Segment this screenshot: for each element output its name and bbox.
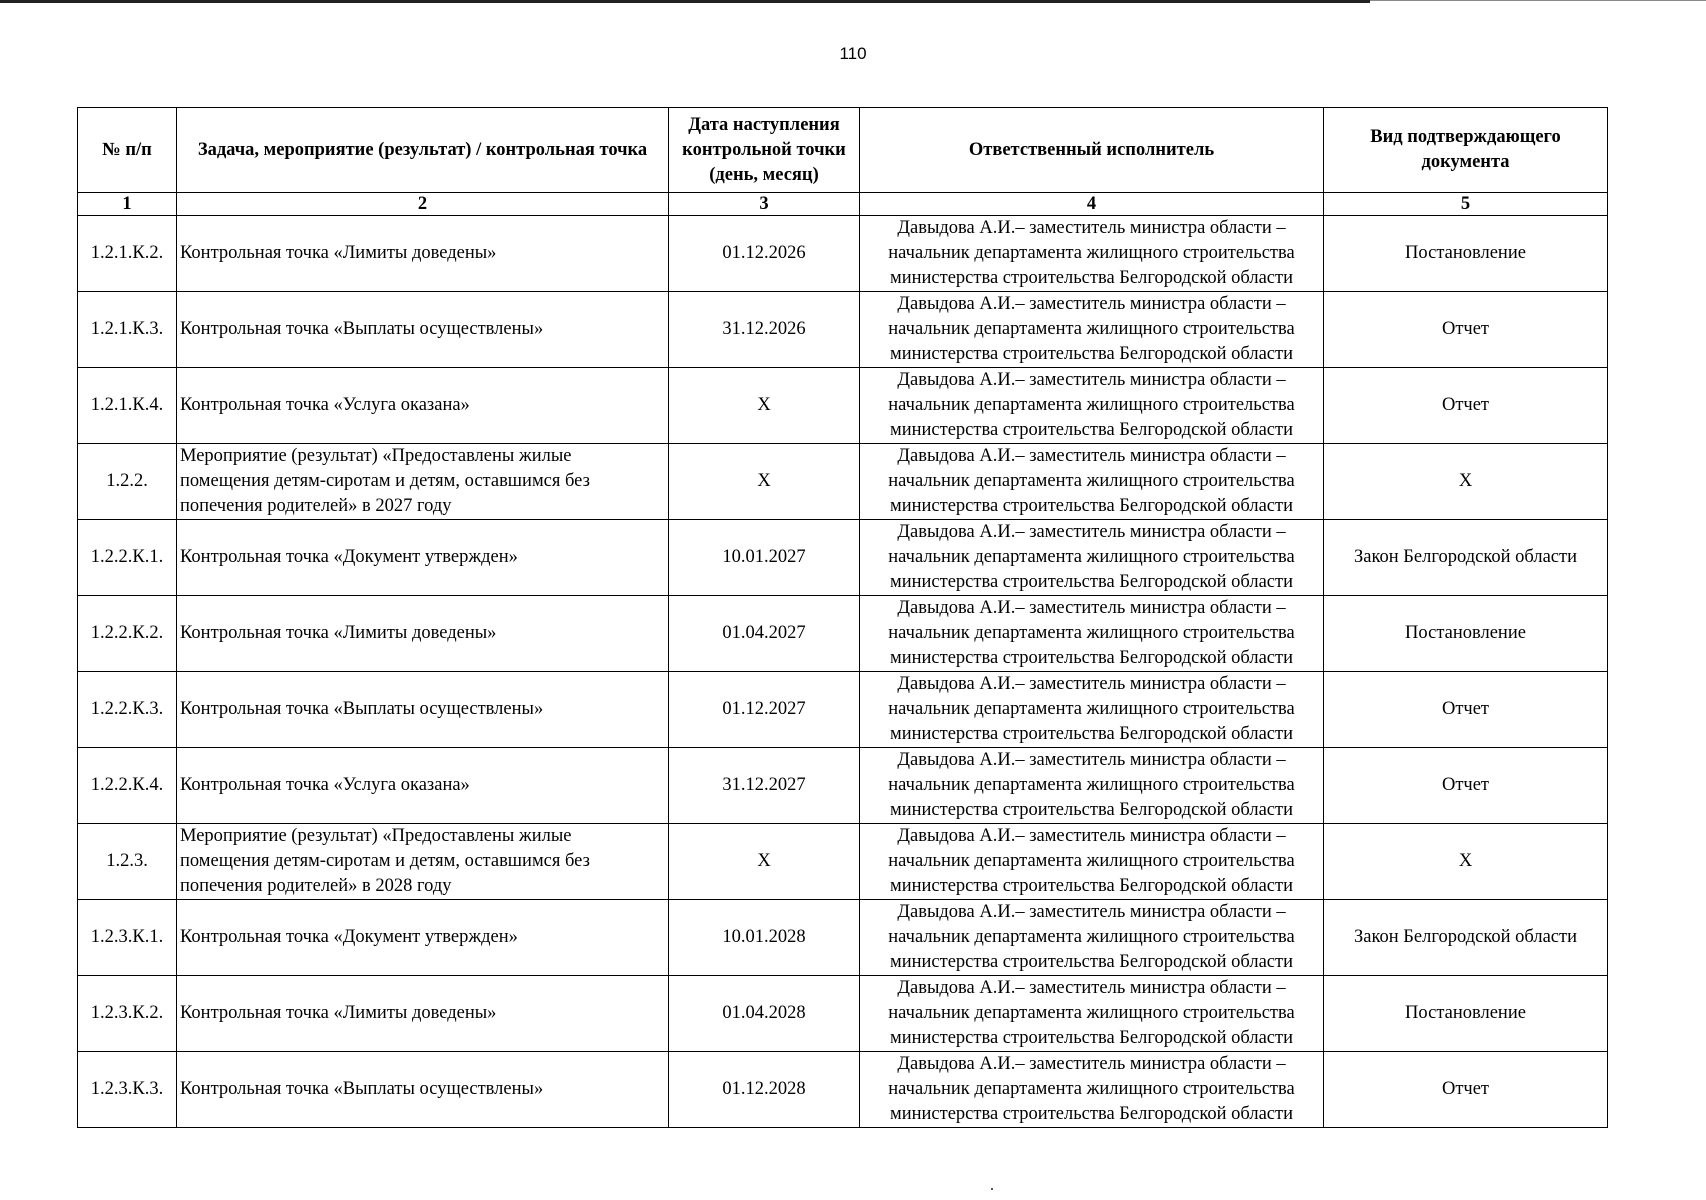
row-date: 10.01.2028 [669, 900, 860, 976]
row-document-type: Отчет [1324, 1052, 1608, 1128]
column-number: 3 [669, 193, 860, 216]
row-responsible: Давыдова А.И.– заместитель министра области – начальник департамента жилищного строительства министерства строительства Белгородской области [860, 824, 1324, 900]
header-date: Дата наступления контрольной точки (день, месяц) [669, 108, 860, 193]
header-responsible: Ответственный исполнитель [860, 108, 1324, 193]
row-number: 1.2.1.К.4. [78, 368, 177, 444]
row-document-type: Постановление [1324, 976, 1608, 1052]
row-number: 1.2.2.К.3. [78, 672, 177, 748]
row-task: Контрольная точка «Документ утвержден» [177, 520, 669, 596]
table-body [78, 216, 1608, 1128]
row-responsible: Давыдова А.И.– заместитель министра области – начальник департамента жилищного строительства министерства строительства Белгородской области [860, 672, 1324, 748]
header-document-type: Вид подтверждающего документа [1324, 108, 1608, 193]
column-number: 4 [860, 193, 1324, 216]
row-responsible: Давыдова А.И.– заместитель министра области – начальник департамента жилищного строительства министерства строительства Белгородской области [860, 368, 1324, 444]
header-number: № п/п [78, 108, 177, 193]
row-number: 1.2.1.К.3. [78, 292, 177, 368]
row-date: X [669, 368, 860, 444]
table-row [78, 292, 1608, 368]
top-border-line-faint [1370, 0, 1706, 1]
row-responsible: Давыдова А.И.– заместитель министра области – начальник департамента жилищного строительства министерства строительства Белгородской области [860, 444, 1324, 520]
row-date: 31.12.2027 [669, 748, 860, 824]
row-responsible: Давыдова А.И.– заместитель министра области – начальник департамента жилищного строительства министерства строительства Белгородской области [860, 520, 1324, 596]
row-document-type: Закон Белгородской области [1324, 520, 1608, 596]
column-number-row [78, 193, 1608, 216]
row-task: Контрольная точка «Услуга оказана» [177, 748, 669, 824]
row-task: Контрольная точка «Лимиты доведены» [177, 976, 669, 1052]
row-date: 01.12.2028 [669, 1052, 860, 1128]
row-document-type: Закон Белгородской области [1324, 900, 1608, 976]
row-date: X [669, 824, 860, 900]
row-responsible: Давыдова А.И.– заместитель министра области – начальник департамента жилищного строительства министерства строительства Белгородской области [860, 596, 1324, 672]
row-task: Контрольная точка «Выплаты осуществлены» [177, 292, 669, 368]
header-task: Задача, мероприятие (результат) / контрольная точка [177, 108, 669, 193]
row-date: 01.12.2026 [669, 216, 860, 292]
row-responsible: Давыдова А.И.– заместитель министра области – начальник департамента жилищного строительства министерства строительства Белгородской области [860, 216, 1324, 292]
row-number: 1.2.3.К.1. [78, 900, 177, 976]
row-date: 31.12.2026 [669, 292, 860, 368]
table-row [78, 520, 1608, 596]
table-row [78, 748, 1608, 824]
table-row [78, 824, 1608, 900]
row-responsible: Давыдова А.И.– заместитель министра области – начальник департамента жилищного строительства министерства строительства Белгородской области [860, 976, 1324, 1052]
table-row [78, 976, 1608, 1052]
row-document-type: Отчет [1324, 748, 1608, 824]
row-date: 01.12.2027 [669, 672, 860, 748]
row-number: 1.2.3.К.2. [78, 976, 177, 1052]
row-number: 1.2.3.К.3. [78, 1052, 177, 1128]
column-number: 1 [78, 193, 177, 216]
row-responsible: Давыдова А.И.– заместитель министра области – начальник департамента жилищного строительства министерства строительства Белгородской области [860, 748, 1324, 824]
row-date: 10.01.2027 [669, 520, 860, 596]
row-task: Контрольная точка «Документ утвержден» [177, 900, 669, 976]
row-number: 1.2.2.К.2. [78, 596, 177, 672]
row-task: Мероприятие (результат) «Предоставлены жилые помещения детям-сиротам и детям, оставшимся без попечения родителей» в 2028 году [177, 824, 669, 900]
table-header-row [78, 108, 1608, 193]
row-number: 1.2.3. [78, 824, 177, 900]
control-points-table [77, 107, 1608, 1128]
row-task: Мероприятие (результат) «Предоставлены жилые помещения детям-сиротам и детям, оставшимся без попечения родителей» в 2027 году [177, 444, 669, 520]
row-number: 1.2.2. [78, 444, 177, 520]
row-task: Контрольная точка «Лимиты доведены» [177, 216, 669, 292]
table-row [78, 368, 1608, 444]
row-document-type: X [1324, 824, 1608, 900]
row-document-type: Отчет [1324, 672, 1608, 748]
column-number: 5 [1324, 193, 1608, 216]
row-number: 1.2.2.К.1. [78, 520, 177, 596]
page-number: 110 [839, 44, 867, 63]
row-number: 1.2.2.К.4. [78, 748, 177, 824]
row-number: 1.2.1.К.2. [78, 216, 177, 292]
row-document-type: Отчет [1324, 368, 1608, 444]
row-document-type: Постановление [1324, 216, 1608, 292]
row-task: Контрольная точка «Услуга оказана» [177, 368, 669, 444]
row-responsible: Давыдова А.И.– заместитель министра области – начальник департамента жилищного строительства министерства строительства Белгородской области [860, 1052, 1324, 1128]
row-document-type: X [1324, 444, 1608, 520]
row-task: Контрольная точка «Лимиты доведены» [177, 596, 669, 672]
row-date: 01.04.2028 [669, 976, 860, 1052]
column-number: 2 [177, 193, 669, 216]
row-document-type: Отчет [1324, 292, 1608, 368]
table-row [78, 672, 1608, 748]
row-responsible: Давыдова А.И.– заместитель министра области – начальник департамента жилищного строительства министерства строительства Белгородской области [860, 292, 1324, 368]
row-task: Контрольная точка «Выплаты осуществлены» [177, 672, 669, 748]
table-row [78, 1052, 1608, 1128]
top-border-line [0, 0, 1370, 3]
table-row [78, 444, 1608, 520]
row-date: X [669, 444, 860, 520]
row-task: Контрольная точка «Выплаты осуществлены» [177, 1052, 669, 1128]
table-row [78, 216, 1608, 292]
row-document-type: Постановление [1324, 596, 1608, 672]
row-date: 01.04.2027 [669, 596, 860, 672]
table-row [78, 596, 1608, 672]
scan-speck [991, 1188, 993, 1190]
row-responsible: Давыдова А.И.– заместитель министра области – начальник департамента жилищного строительства министерства строительства Белгородской области [860, 900, 1324, 976]
table-row [78, 900, 1608, 976]
